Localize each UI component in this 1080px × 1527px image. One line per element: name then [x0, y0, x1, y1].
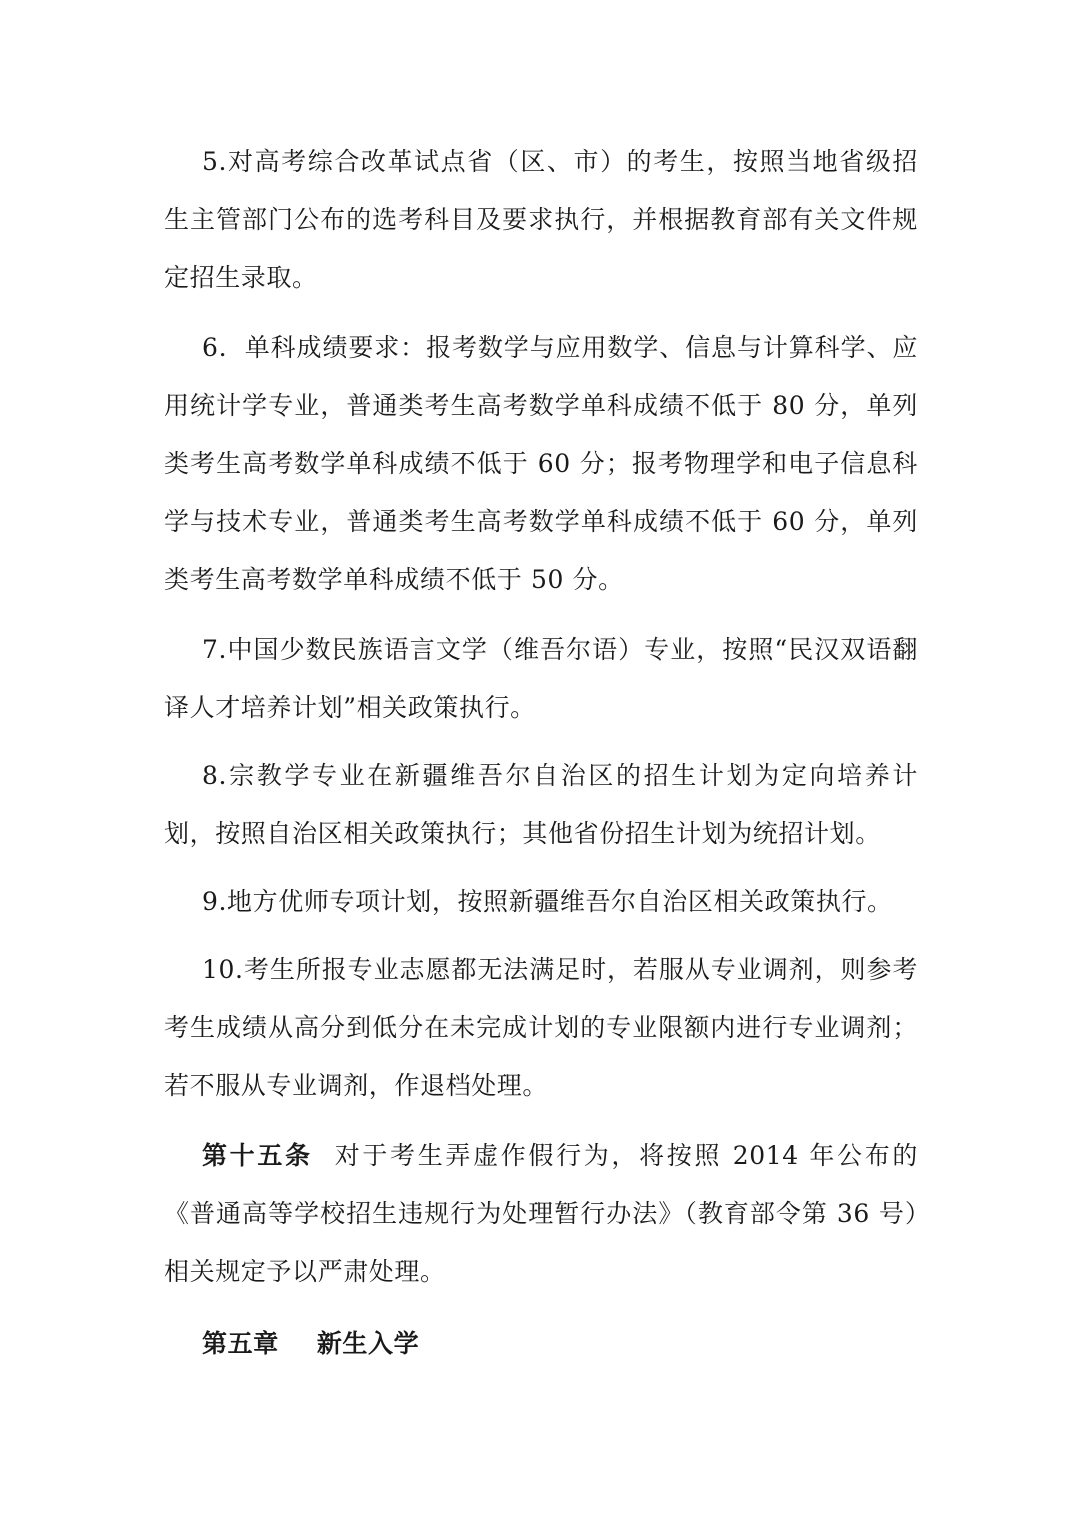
paragraph-item-10: 10.考生所报专业志愿都无法满足时，若服从专业调剂，则参考考生成绩从高分到低分在未完成计划的专业限额内进行专业调剂；若不服从专业调剂，作退档处理。 [164, 955, 918, 1100]
paragraph-item-6: 6．单科成绩要求：报考数学与应用数学、信息与计算科学、应用统计学专业，普通类考生高考数学单科成绩不低于 80 分，单列类考生高考数学单科成绩不低于 60 分；报考物理学和电子信息科学与技术专业，普通类考生高考数学单科成绩不低于 60 分，单列类考生高考数学单科成绩不低于 50 分。 [164, 333, 918, 594]
article-15 [164, 1127, 918, 1301]
chapter-number: 第五章 [202, 1329, 279, 1358]
paragraph-item-7: 7.中国少数民族语言文学（维吾尔语）专业，按照“民汉双语翻译人才培养计划”相关政策执行。 [164, 635, 918, 722]
article-text: 对于考生弄虚作假行为，将按照 2014 年公布的《普通高等学校招生违规行为处理暂行办法》（教育部令第 36 号）相关规定予以严肃处理。 [164, 1141, 919, 1286]
chapter-heading [164, 1315, 918, 1373]
chapter-title: 新生入学 [316, 1329, 420, 1358]
paragraph-item-5: 5.对高考综合改革试点省（区、市）的考生，按照当地省级招生主管部门公布的选考科目及要求执行，并根据教育部有关文件规定招生录取。 [164, 147, 918, 292]
paragraph-item-9: 9.地方优师专项计划，按照新疆维吾尔自治区相关政策执行。 [202, 887, 893, 916]
article-number: 第十五条 [202, 1141, 313, 1170]
paragraph-item-8: 8.宗教学专业在新疆维吾尔自治区的招生计划为定向培养计划，按照自治区相关政策执行；其他省份招生计划为统招计划。 [164, 761, 918, 848]
